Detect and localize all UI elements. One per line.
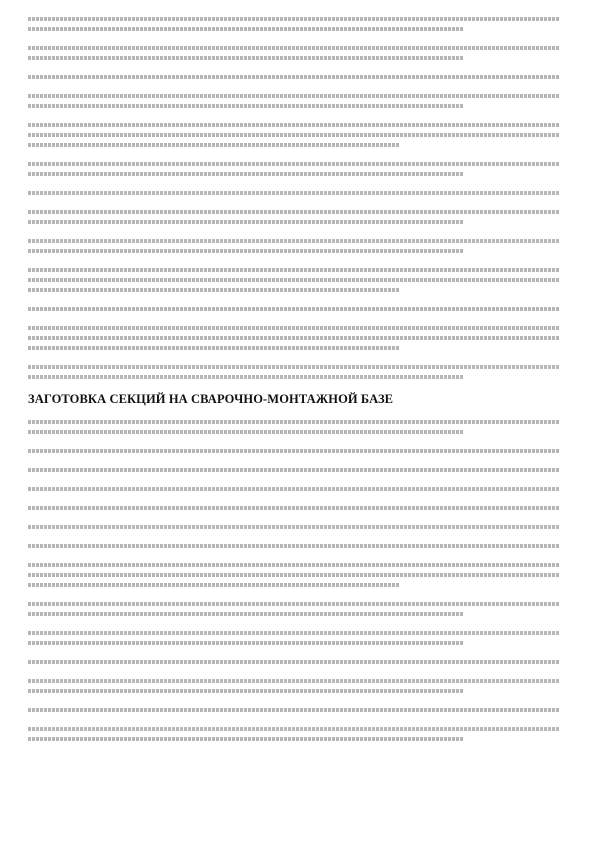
- paragraph: [28, 503, 559, 513]
- paragraph: [28, 657, 559, 667]
- paragraphs-after: [28, 417, 559, 744]
- paragraph: [28, 628, 559, 648]
- section-heading: ЗАГОТОВКА СЕКЦИЙ НА СВАРОЧНО-МОНТАЖНОЙ БАЗЕ: [28, 392, 394, 406]
- paragraph: [28, 120, 559, 150]
- paragraph: [28, 323, 559, 353]
- paragraph: [28, 465, 559, 475]
- paragraph: [28, 265, 559, 295]
- paragraph: [28, 446, 559, 456]
- paragraph: [28, 417, 559, 437]
- paragraph: [28, 236, 559, 256]
- paragraph: [28, 304, 559, 314]
- paragraph: [28, 188, 559, 198]
- paragraph: [28, 705, 559, 715]
- paragraph: [28, 522, 559, 532]
- paragraph: [28, 724, 559, 744]
- paragraph: [28, 541, 559, 551]
- paragraph: [28, 72, 559, 82]
- paragraph: [28, 676, 559, 696]
- paragraph: [28, 14, 559, 34]
- paragraph: [28, 43, 559, 63]
- paragraph: [28, 91, 559, 111]
- paragraphs-before: [28, 14, 559, 382]
- paragraph: [28, 362, 559, 382]
- paragraph: [28, 484, 559, 494]
- paragraph: [28, 560, 559, 590]
- paragraph: [28, 599, 559, 619]
- paragraph: [28, 207, 559, 227]
- paragraph: [28, 159, 559, 179]
